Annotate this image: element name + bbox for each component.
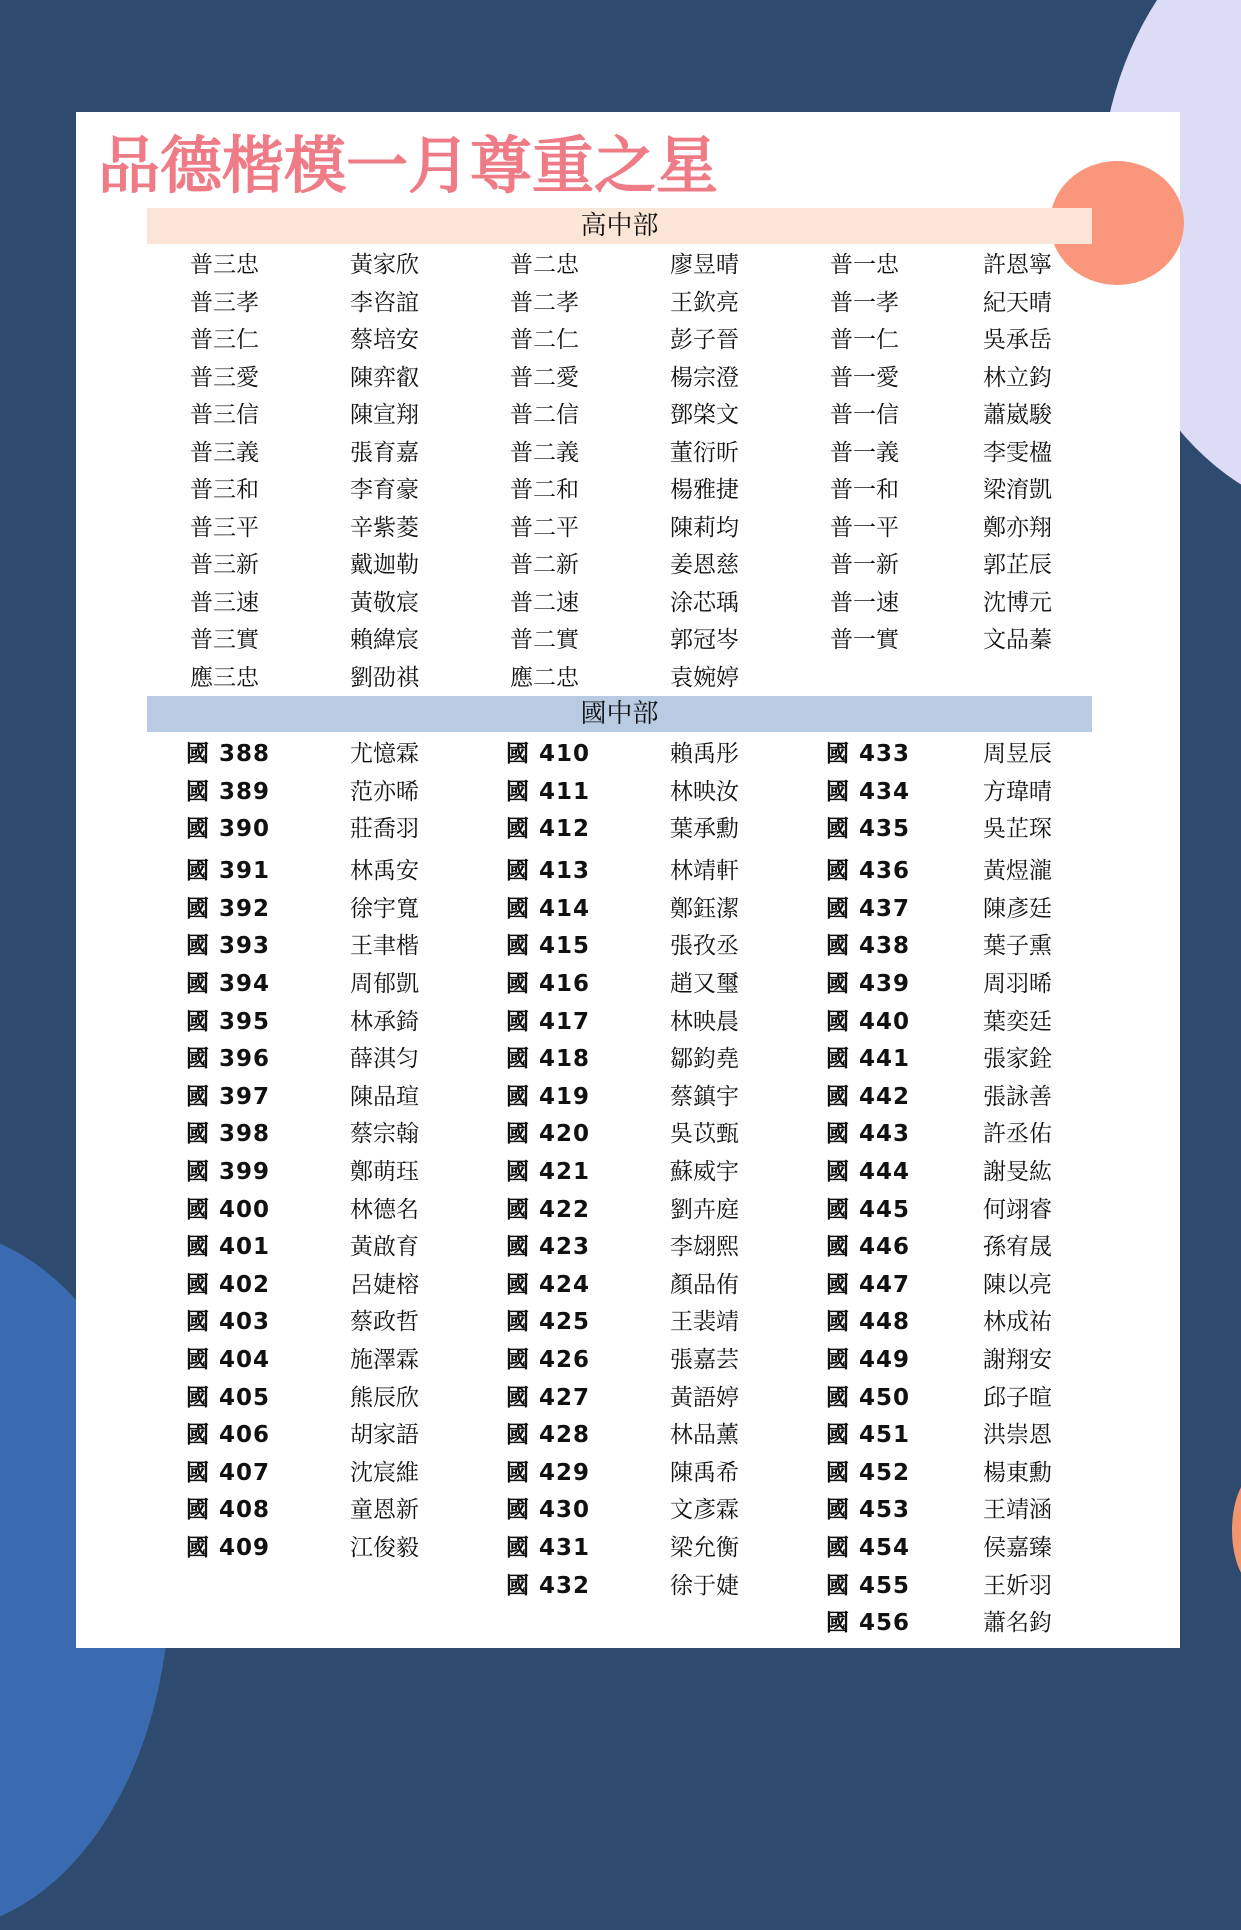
class-code: 國 452 [826, 1460, 911, 1486]
student-name: 陳宣翔 [350, 402, 419, 428]
junior-high-row [0, 1306, 1241, 1338]
junior-high-row [0, 813, 1241, 845]
student-name: 鄭萌珏 [350, 1159, 419, 1185]
high-school-row [0, 437, 1241, 469]
student-name: 許恩寧 [983, 252, 1052, 278]
class-code: 國 445 [826, 1197, 911, 1223]
student-name: 蕭崴駿 [983, 402, 1052, 428]
class-code: 國 439 [826, 971, 911, 997]
junior-high-row [0, 776, 1241, 808]
class-code: 國 429 [506, 1460, 591, 1486]
class-code: 國 440 [826, 1009, 911, 1035]
student-name: 黃敬宸 [350, 589, 419, 616]
student-name: 姜恩慈 [670, 552, 739, 578]
student-name: 沈博元 [983, 589, 1052, 616]
class-code: 國 402 [186, 1272, 271, 1298]
class-code: 國 451 [826, 1422, 911, 1448]
junior-high-row [0, 1457, 1241, 1489]
class-code: 普一孝 [830, 289, 899, 316]
student-name: 孫宥晟 [983, 1234, 1052, 1260]
junior-high-row [0, 738, 1241, 770]
student-name: 施澤霖 [350, 1347, 419, 1373]
student-name: 梁淯凱 [983, 477, 1052, 503]
student-name: 謝旻紘 [983, 1159, 1052, 1185]
student-name: 林成祐 [983, 1309, 1052, 1335]
high-school-row [0, 662, 1241, 694]
class-code: 普二和 [510, 477, 579, 503]
student-name: 賴緯宸 [350, 627, 419, 653]
student-name: 梁允衡 [670, 1535, 739, 1561]
student-name: 鄒鈞堯 [670, 1046, 739, 1072]
class-code: 國 449 [826, 1347, 911, 1373]
class-code: 國 434 [826, 779, 911, 805]
student-name: 涂芯瑀 [670, 589, 739, 616]
student-name: 蔡宗翰 [350, 1121, 419, 1147]
class-code: 國 404 [186, 1347, 271, 1373]
class-code: 普一仁 [830, 327, 899, 353]
student-name: 黃家欣 [350, 252, 419, 278]
class-code: 應三忠 [190, 664, 259, 691]
student-name: 葉子熏 [983, 933, 1052, 959]
class-code: 國 397 [186, 1084, 271, 1110]
class-code: 普三和 [190, 477, 259, 503]
student-name: 黃煜瀧 [983, 858, 1052, 884]
junior-high-row [0, 1043, 1241, 1075]
high-school-row [0, 587, 1241, 619]
class-code: 應二忠 [510, 664, 579, 691]
student-name: 王欽亮 [670, 289, 739, 316]
junior-high-row [0, 968, 1241, 1000]
student-name: 辛紫菱 [350, 514, 419, 541]
student-name: 范亦晞 [350, 779, 419, 805]
student-name: 王靖涵 [983, 1497, 1052, 1523]
class-code: 國 410 [506, 741, 591, 767]
junior-high-row [0, 1269, 1241, 1301]
student-name: 童恩新 [350, 1497, 419, 1523]
student-name: 周郁凱 [350, 971, 419, 997]
class-code: 普二孝 [510, 289, 579, 316]
student-name: 葉承勳 [670, 816, 739, 842]
class-code: 國 443 [826, 1121, 911, 1147]
class-code: 國 393 [186, 933, 271, 959]
student-name: 何翊睿 [983, 1197, 1052, 1223]
class-code: 國 426 [506, 1347, 591, 1373]
class-code: 國 441 [826, 1046, 911, 1072]
student-name: 鄭鈺潔 [670, 896, 739, 922]
student-name: 侯嘉臻 [983, 1535, 1052, 1561]
high-school-row [0, 549, 1241, 581]
high-school-row [0, 399, 1241, 431]
student-name: 許丞佑 [983, 1121, 1052, 1147]
class-code: 國 454 [826, 1535, 911, 1561]
class-code: 普二忠 [510, 252, 579, 278]
student-name: 江俊毅 [350, 1535, 419, 1561]
student-name: 李育豪 [350, 477, 419, 503]
student-name: 吳芷琛 [983, 816, 1052, 842]
class-code: 普三平 [190, 514, 259, 541]
class-code: 國 425 [506, 1309, 591, 1335]
student-name: 周羽晞 [983, 971, 1052, 997]
student-name: 陳品瑄 [350, 1084, 419, 1110]
student-name: 趙又璽 [670, 971, 739, 997]
page-title: 品德楷模一月尊重之星 [98, 129, 719, 202]
class-code: 國 447 [826, 1272, 911, 1298]
class-code: 國 398 [186, 1121, 271, 1147]
class-code: 普三愛 [190, 364, 259, 391]
student-name: 蔡鎮宇 [670, 1084, 739, 1110]
student-name: 吳苡甄 [670, 1121, 739, 1147]
class-code: 國 419 [506, 1084, 591, 1110]
class-code: 國 388 [186, 741, 271, 767]
student-name: 顏品侑 [670, 1272, 739, 1298]
class-code: 國 406 [186, 1422, 271, 1448]
class-code: 國 432 [506, 1573, 591, 1599]
section-header-junior-high: 國中部 [147, 696, 1092, 732]
section-header-high-school: 高中部 [147, 208, 1092, 244]
student-name: 林承錡 [350, 1009, 419, 1035]
student-name: 黃語婷 [670, 1385, 739, 1411]
student-name: 薛淇匀 [350, 1046, 419, 1072]
class-code: 普三忠 [190, 252, 259, 278]
student-name: 周昱辰 [983, 741, 1052, 767]
student-name: 林靖軒 [670, 858, 739, 884]
class-code: 國 450 [826, 1385, 911, 1411]
class-code: 國 431 [506, 1535, 591, 1561]
student-name: 黃啟育 [350, 1234, 419, 1260]
class-code: 普二愛 [510, 364, 579, 391]
junior-high-row [0, 1570, 1241, 1602]
junior-high-row [0, 1118, 1241, 1150]
class-code: 國 418 [506, 1046, 591, 1072]
class-code: 國 430 [506, 1497, 591, 1523]
student-name: 紀天晴 [983, 289, 1052, 316]
class-code: 國 442 [826, 1084, 911, 1110]
class-code: 國 448 [826, 1309, 911, 1335]
student-name: 謝翔安 [983, 1347, 1052, 1373]
junior-high-row [0, 1156, 1241, 1188]
class-code: 普二速 [510, 589, 579, 616]
student-name: 林映晨 [670, 1009, 739, 1035]
student-name: 呂婕榕 [350, 1272, 419, 1298]
class-code: 普三孝 [190, 289, 259, 316]
class-code: 普一新 [830, 552, 899, 578]
class-code: 國 453 [826, 1497, 911, 1523]
class-code: 國 437 [826, 896, 911, 922]
class-code: 普二實 [510, 627, 579, 653]
student-name: 張嘉芸 [670, 1347, 739, 1373]
class-code: 普二平 [510, 514, 579, 541]
high-school-row [0, 287, 1241, 319]
student-name: 郭冠岑 [670, 627, 739, 653]
class-code: 普一愛 [830, 364, 899, 391]
class-code: 普一義 [830, 439, 899, 466]
junior-high-row [0, 855, 1241, 887]
student-name: 鄭亦翔 [983, 514, 1052, 541]
student-name: 賴禹彤 [670, 741, 739, 767]
class-code: 國 428 [506, 1422, 591, 1448]
junior-high-row [0, 893, 1241, 925]
class-code: 普三仁 [190, 327, 259, 353]
class-code: 國 403 [186, 1309, 271, 1335]
class-code: 普三速 [190, 589, 259, 616]
class-code: 國 446 [826, 1234, 911, 1260]
class-code: 國 427 [506, 1385, 591, 1411]
student-name: 張育嘉 [350, 439, 419, 466]
student-name: 王聿楷 [350, 933, 419, 959]
class-code: 國 413 [506, 858, 591, 884]
student-name: 陳弈叡 [350, 364, 419, 391]
student-name: 林品薰 [670, 1422, 739, 1448]
student-name: 李翃熙 [670, 1234, 739, 1260]
junior-high-row [0, 1231, 1241, 1263]
junior-high-row [0, 1081, 1241, 1113]
student-name: 邱子暄 [983, 1385, 1052, 1411]
junior-high-row [0, 1607, 1241, 1639]
student-name: 陳莉均 [670, 514, 739, 541]
class-code: 國 417 [506, 1009, 591, 1035]
class-code: 國 407 [186, 1460, 271, 1486]
student-name: 鄧棨文 [670, 402, 739, 428]
student-name: 沈宸維 [350, 1460, 419, 1486]
student-name: 陳彥廷 [983, 896, 1052, 922]
student-name: 王裴靖 [670, 1309, 739, 1335]
class-code: 普二仁 [510, 327, 579, 353]
student-name: 蔡培安 [350, 327, 419, 353]
student-name: 廖昱晴 [670, 252, 739, 278]
student-name: 張孜丞 [670, 933, 739, 959]
class-code: 國 421 [506, 1159, 591, 1185]
student-name: 林映汝 [670, 779, 739, 805]
high-school-row [0, 249, 1241, 281]
class-code: 國 438 [826, 933, 911, 959]
class-code: 國 456 [826, 1610, 911, 1636]
high-school-row [0, 324, 1241, 356]
class-code: 普二新 [510, 552, 579, 578]
student-name: 李咨誼 [350, 289, 419, 316]
class-code: 普一忠 [830, 252, 899, 278]
class-code: 普二信 [510, 402, 579, 428]
class-code: 國 415 [506, 933, 591, 959]
class-code: 國 412 [506, 816, 591, 842]
class-code: 國 389 [186, 779, 271, 805]
class-code: 國 394 [186, 971, 271, 997]
class-code: 國 435 [826, 816, 911, 842]
class-code: 普一信 [830, 402, 899, 428]
class-code: 國 411 [506, 779, 591, 805]
class-code: 國 424 [506, 1272, 591, 1298]
student-name: 方瑋晴 [983, 779, 1052, 805]
student-name: 楊宗澄 [670, 364, 739, 391]
student-name: 劉劭祺 [350, 664, 419, 691]
student-name: 文彥霖 [670, 1497, 739, 1523]
class-code: 國 400 [186, 1197, 271, 1223]
junior-high-row [0, 1194, 1241, 1226]
class-code: 國 423 [506, 1234, 591, 1260]
class-code: 國 409 [186, 1535, 271, 1561]
class-code: 普二義 [510, 439, 579, 466]
class-code: 普一實 [830, 627, 899, 653]
student-name: 楊雅捷 [670, 477, 739, 503]
student-name: 熊辰欣 [350, 1385, 419, 1411]
junior-high-row [0, 1344, 1241, 1376]
student-name: 張家銓 [983, 1046, 1052, 1072]
student-name: 林立鈞 [983, 364, 1052, 391]
student-name: 徐宇寬 [350, 896, 419, 922]
class-code: 國 396 [186, 1046, 271, 1072]
class-code: 國 392 [186, 896, 271, 922]
class-code: 國 444 [826, 1159, 911, 1185]
class-code: 普三實 [190, 627, 259, 653]
class-code: 普三新 [190, 552, 259, 578]
class-code: 國 422 [506, 1197, 591, 1223]
junior-high-row [0, 1382, 1241, 1414]
student-name: 蔡政哲 [350, 1309, 419, 1335]
class-code: 國 416 [506, 971, 591, 997]
high-school-row [0, 624, 1241, 656]
junior-high-row [0, 1494, 1241, 1526]
class-code: 普一和 [830, 477, 899, 503]
high-school-row [0, 474, 1241, 506]
student-name: 戴迦勒 [350, 552, 419, 578]
class-code: 普三義 [190, 439, 259, 466]
class-code: 國 436 [826, 858, 911, 884]
student-name: 胡家語 [350, 1422, 419, 1448]
class-code: 國 455 [826, 1573, 911, 1599]
student-name: 莊喬羽 [350, 816, 419, 842]
student-name: 張詠善 [983, 1084, 1052, 1110]
student-name: 陳禹希 [670, 1460, 739, 1486]
student-name: 郭芷辰 [983, 552, 1052, 578]
student-name: 李雯楹 [983, 439, 1052, 466]
class-code: 國 414 [506, 896, 591, 922]
class-code: 國 395 [186, 1009, 271, 1035]
high-school-row [0, 362, 1241, 394]
student-name: 吳承岳 [983, 327, 1052, 353]
junior-high-row [0, 930, 1241, 962]
junior-high-row [0, 1006, 1241, 1038]
student-name: 洪崇恩 [983, 1422, 1052, 1448]
class-code: 國 390 [186, 816, 271, 842]
class-code: 國 391 [186, 858, 271, 884]
student-name: 陳以亮 [983, 1272, 1052, 1298]
student-name: 楊東勳 [983, 1460, 1052, 1486]
student-name: 董衍昕 [670, 439, 739, 466]
class-code: 國 405 [186, 1385, 271, 1411]
junior-high-row [0, 1532, 1241, 1564]
student-name: 徐于婕 [670, 1573, 739, 1599]
student-name: 袁婉婷 [670, 664, 739, 691]
class-code: 普三信 [190, 402, 259, 428]
class-code: 國 433 [826, 741, 911, 767]
class-code: 國 401 [186, 1234, 271, 1260]
junior-high-row [0, 1419, 1241, 1451]
student-name: 尤憶霖 [350, 741, 419, 767]
student-name: 林德名 [350, 1197, 419, 1223]
student-name: 蘇威宇 [670, 1159, 739, 1185]
class-code: 國 399 [186, 1159, 271, 1185]
student-name: 葉奕廷 [983, 1009, 1052, 1035]
student-name: 彭子晉 [670, 327, 739, 353]
student-name: 蕭名鈞 [983, 1610, 1052, 1636]
student-name: 文品蓁 [983, 627, 1052, 653]
class-code: 普一速 [830, 589, 899, 616]
class-code: 國 408 [186, 1497, 271, 1523]
student-name: 林禹安 [350, 858, 419, 884]
class-code: 國 420 [506, 1121, 591, 1147]
student-name: 劉卉庭 [670, 1197, 739, 1223]
student-name: 王妡羽 [983, 1573, 1052, 1599]
high-school-row [0, 512, 1241, 544]
class-code: 普一平 [830, 514, 899, 541]
